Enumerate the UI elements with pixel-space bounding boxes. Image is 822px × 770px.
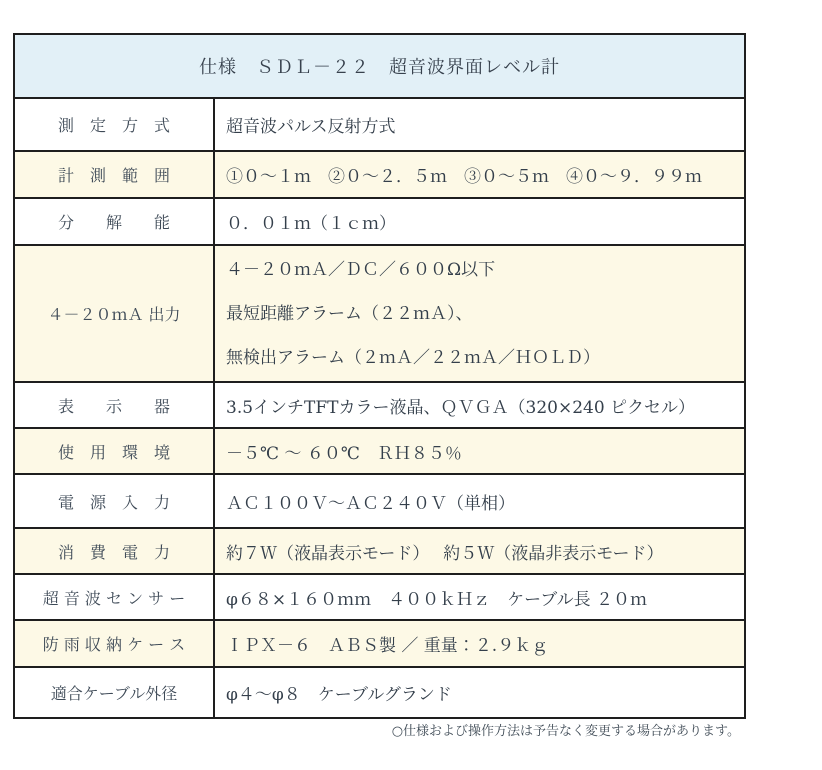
row-label: 消 費 電 力 xyxy=(15,529,215,573)
row-label: ４－２０ｍＡ 出力 xyxy=(15,246,215,381)
row-value: 超音波パルス反射方式 xyxy=(226,117,396,137)
row-label: 使 用 環 境 xyxy=(15,429,215,473)
row-value: 約７Ｗ（液晶表示モード） 約５Ｗ（液晶非表示モード） xyxy=(226,543,664,564)
row-label: 防 雨 収 納 ケ ー ス xyxy=(15,621,215,666)
table-row xyxy=(15,244,744,381)
table-row xyxy=(15,150,744,197)
row-value: ①０～１ｍ ②０～２．５ｍ ③０～５ｍ ④０～９．９９ｍ xyxy=(226,167,702,187)
table-row xyxy=(15,381,744,427)
footnote: ○仕様および操作方法は予告なく変更する場合があります。 xyxy=(391,724,740,739)
row-label: 測 定 方 式 xyxy=(15,99,215,150)
row-label: 分 解 能 xyxy=(15,199,215,244)
table-row xyxy=(15,666,744,717)
table-row xyxy=(15,427,744,473)
row-label: 計 測 範 囲 xyxy=(15,152,215,197)
row-value: ０．０１ｍ（１ｃｍ） xyxy=(226,214,396,234)
row-value xyxy=(215,246,744,381)
table-title: 仕様 ＳＤＬ－２２ 超音波界面レベル計 xyxy=(199,57,560,78)
table-row xyxy=(15,573,744,619)
table-row xyxy=(15,619,744,666)
table-row xyxy=(15,97,744,150)
row-value: ＡＣ１００Ｖ～ＡＣ２４０Ｖ（単相） xyxy=(226,493,515,514)
row-value: 3.5インチTFTカラー液晶、ＱＶＧＡ（320×240 ピクセル） xyxy=(226,397,696,418)
row-value-line: 無検出アラーム（２ｍＡ／２２ｍＡ／ＨＯＬＤ） xyxy=(226,347,600,368)
row-value: ＩＰＸ－６ ＡＢＳ製 ／ 重量：２.９ｋｇ xyxy=(226,636,549,656)
table-row xyxy=(15,473,744,527)
row-label: 電 源 入 力 xyxy=(15,475,215,527)
table-row xyxy=(15,527,744,573)
row-value: －５℃ ～ ６０℃ ＲＨ８５％ xyxy=(226,443,462,464)
row-value: φ６８×１６０ｍｍ ４００ｋＨｚ ケーブル長 ２０ｍ xyxy=(226,589,648,610)
table-title-row xyxy=(15,35,744,97)
table-row xyxy=(15,197,744,244)
row-label: 表 示 器 xyxy=(15,383,215,427)
row-label: 超 音 波 セ ン サ ー xyxy=(15,575,215,619)
row-value-line: 最短距離アラーム（２２ｍＡ）、 xyxy=(226,303,473,324)
spec-table xyxy=(13,33,746,719)
row-label: 適合ケーブル外径 xyxy=(15,668,215,717)
row-value-line: ４－２０ｍＡ／ＤＣ／６００Ω以下 xyxy=(226,259,496,280)
row-value: φ４～φ８ ケーブルグランド xyxy=(226,685,452,705)
